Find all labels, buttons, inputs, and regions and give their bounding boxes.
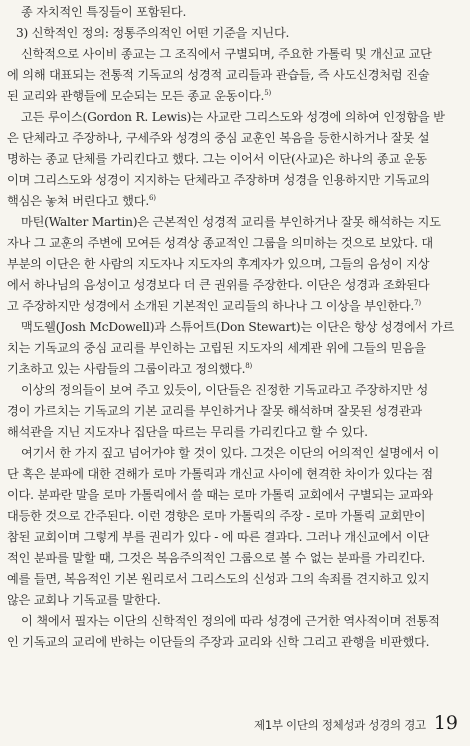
text-line <box>7 212 465 233</box>
text-line <box>7 632 465 653</box>
line-text: 명하는 종교 단체를 가리킨다고 했다. 그는 이어서 이단(사교)은 하나의 종교 운동 <box>7 152 427 166</box>
text-line <box>7 254 465 275</box>
text-line <box>7 170 465 191</box>
line-text: 고 주장하지만 성경에서 소개된 기본적인 교리들의 하나나 그 이상을 부인한다. <box>7 299 415 313</box>
text-line <box>7 464 465 485</box>
text-line <box>7 548 465 569</box>
line-text: 여기서 한 가지 짚고 넘어가야 할 것이 있다. 그것은 이단의 어의적인 설명에서 이 <box>21 446 440 460</box>
line-text: 경이 가르치는 기독교의 기본 교리를 부인하거나 잘못 해석하며 잘못된 성경관과 <box>7 404 422 418</box>
text-line <box>7 422 465 443</box>
line-text: 참된 교회이며 그렇게 부를 권리가 있다 - 에 따른 결과다. 그러나 개신교에서 이단 <box>7 530 430 544</box>
text-line <box>7 275 465 296</box>
text-line <box>7 2 465 23</box>
running-footer-title: 제1부 이단의 정체성과 성경의 경고 <box>254 718 426 732</box>
text-line <box>7 338 465 359</box>
line-text: 단 혹은 분파에 대한 견해가 로마 가톨릭과 개신교 사이에 현격한 차이가 있다는 점 <box>7 467 434 481</box>
line-text: 부분의 이단은 한 사람의 지도자나 지도자의 후계자가 있으며, 그들의 음성이 지상 <box>7 257 430 271</box>
footnote-marker: 8) <box>245 361 253 370</box>
footnote-marker: 7) <box>414 298 421 307</box>
text-line <box>7 527 465 548</box>
text-line <box>7 86 465 107</box>
line-text: 핵심은 놓쳐 버린다고 했다. <box>7 194 150 208</box>
line-text: 이 책에서 필자는 이단의 신학적인 정의에 따라 성경에 근거한 역사적이며 전통적 <box>21 614 440 628</box>
line-text: 은 단체라고 주장하나, 구세주와 성경의 중심 교훈인 복음을 등한시하거나 잘못 설 <box>7 131 430 145</box>
text-line <box>7 107 465 128</box>
text-line <box>7 296 465 317</box>
line-text: 에 의해 대표되는 전통적 기독교의 성경적 교리들과 관습들, 즉 사도신경처럼 진술 <box>7 68 430 82</box>
line-text: 된 교리와 관행들에 모순되는 모든 종교 운동이다. <box>7 89 265 103</box>
line-text: 에서 하나님의 음성이고 성경보다 더 큰 권위를 주장한다. 이단은 성경과 조화된다 <box>7 278 430 292</box>
text-line <box>7 401 465 422</box>
line-text: 이상의 정의들이 보여 주고 있듯이, 이단들은 진정한 기독교라고 주장하지만 성 <box>21 383 429 397</box>
line-text: 맥도웰(Josh McDowell)과 스튜어트(Don Stewart)는 이단은 항상 성경에서 가르 <box>21 320 455 334</box>
footnote-marker: 5) <box>264 88 271 97</box>
line-text: 고든 루이스(Gordon R. Lewis)는 사교란 그리스도와 성경에 의하여 인정함을 받 <box>21 110 445 124</box>
line-text: 자나 그 교훈의 주변에 모여든 성격상 종교적인 그룹을 의미하는 것으로 보았다. 대 <box>7 236 434 250</box>
text-line <box>7 443 465 464</box>
body-text <box>7 2 465 653</box>
line-text: 3) 신학적인 정의: 정통주의적인 어떤 기준을 지닌다. <box>16 26 290 40</box>
line-text: 인 기독교의 교리에 반하는 이단들의 주장과 교리와 신학 그리고 관행을 비판했다. <box>7 635 430 649</box>
line-text: 마틴(Walter Martin)은 근본적인 성경적 교리를 부인하거나 잘못 해석하는 지도 <box>21 215 441 229</box>
text-line <box>7 611 465 632</box>
line-text: 기초하고 있는 사람들의 그룹이라고 정의했다. <box>7 362 246 376</box>
line-text: 치는 기독교의 중심 교리를 부인하는 고립된 지도자의 세계관 위에 그들의 믿음을 <box>7 341 426 355</box>
text-line <box>7 65 465 86</box>
line-text: 대등한 것으로 간주된다. 이런 경향은 로마 가톨릭의 주장 - 로마 가톨릭 교회만이 <box>7 509 426 523</box>
line-text: 종 자치적인 특징들이 포함된다. <box>21 5 187 19</box>
text-line <box>7 359 465 380</box>
text-line <box>7 380 465 401</box>
footnote-marker: 6) <box>149 193 156 202</box>
line-text: 적인 분파를 말할 때, 그것은 복음주의적인 그룹으로 볼 수 없는 분파를 가리킨다. <box>7 551 426 565</box>
text-line <box>7 149 465 170</box>
text-line <box>7 317 465 338</box>
line-text: 신학적으로 사이비 종교는 그 조직에서 구별되며, 주요한 가톨릭 및 개신교 교단 <box>21 47 432 61</box>
text-line <box>7 23 465 44</box>
line-text: 않은 교회나 기독교를 말한다. <box>7 593 161 607</box>
text-line <box>7 485 465 506</box>
text-line <box>7 44 465 65</box>
text-line <box>7 590 465 611</box>
line-text: 이며 그리스도와 성경이 지지하는 단체라고 주장하며 성경을 인용하지만 기독교의 <box>7 173 430 187</box>
text-line <box>7 191 465 212</box>
page-footer <box>254 712 458 734</box>
text-line <box>7 506 465 527</box>
text-line <box>7 128 465 149</box>
text-line <box>7 569 465 590</box>
page-number: 19 <box>433 712 458 734</box>
line-text: 이다. 분파란 말을 로마 가톨릭에서 쓸 때는 로마 가톨릭 교회에서 구별되는 교파와 <box>7 488 434 502</box>
line-text: 해석관을 지닌 지도자나 집단을 따르는 무리를 가리킨다고 할 수 있다. <box>7 425 368 439</box>
text-line <box>7 233 465 254</box>
line-text: 예를 들면, 복음적인 기본 원리로서 그리스도의 신성과 그의 속죄를 견지하고 있지 <box>7 572 430 586</box>
